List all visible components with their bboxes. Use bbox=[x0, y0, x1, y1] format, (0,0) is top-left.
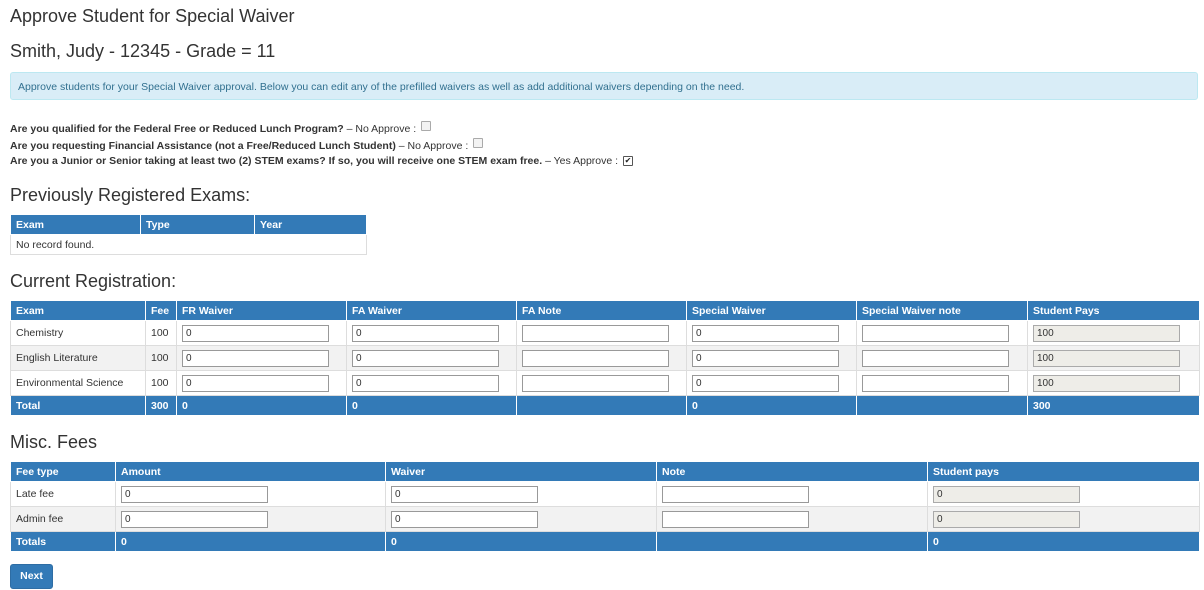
question-answer: – No Approve : bbox=[395, 140, 469, 152]
fa-note-input[interactable] bbox=[522, 325, 669, 342]
fee-type: Admin fee bbox=[11, 507, 116, 532]
total-row bbox=[11, 396, 1200, 416]
total-note bbox=[657, 532, 928, 552]
special-waiver-input[interactable] bbox=[692, 350, 839, 367]
special-waiver-input[interactable] bbox=[692, 375, 839, 392]
col-type: Type bbox=[141, 215, 255, 235]
fr-waiver-input[interactable] bbox=[182, 350, 329, 367]
total-fee: 300 bbox=[146, 396, 177, 416]
total-special-note bbox=[857, 396, 1028, 416]
question-answer: – No Approve : bbox=[343, 123, 417, 135]
total-waiver: 0 bbox=[386, 532, 657, 552]
question-stem bbox=[10, 155, 633, 167]
student-pays-field bbox=[933, 511, 1080, 528]
total-student-pays: 300 bbox=[1028, 396, 1200, 416]
student-info: Smith, Judy - 12345 - Grade = 11 bbox=[10, 41, 276, 61]
current-heading: Current Registration: bbox=[10, 271, 177, 291]
empty-message: No record found. bbox=[11, 235, 367, 255]
amount-input[interactable] bbox=[121, 486, 268, 503]
exam-fee: 100 bbox=[146, 371, 177, 396]
question-text: Are you qualified for the Federal Free or Reduced Lunch Program? bbox=[10, 123, 344, 135]
student-pays-field bbox=[1033, 375, 1180, 392]
table-header bbox=[11, 462, 1200, 482]
question-answer: – Yes Approve : bbox=[542, 155, 619, 167]
exam-name: Environmental Science bbox=[11, 371, 146, 396]
col-student-pays: Student pays bbox=[928, 462, 1200, 482]
total-fa-waiver: 0 bbox=[347, 396, 517, 416]
col-special-waiver-note: Special Waiver note bbox=[857, 301, 1028, 321]
waiver-input[interactable] bbox=[391, 511, 538, 528]
exam-fee: 100 bbox=[146, 346, 177, 371]
total-student-pays: 0 bbox=[928, 532, 1200, 552]
special-waiver-note-input[interactable] bbox=[862, 350, 1009, 367]
waiver-input[interactable] bbox=[391, 486, 538, 503]
note-input[interactable] bbox=[662, 486, 809, 503]
student-pays-field bbox=[1033, 350, 1180, 367]
approve-checkbox-frl[interactable] bbox=[421, 121, 431, 131]
current-table bbox=[10, 300, 1200, 416]
student-pays-field bbox=[933, 486, 1080, 503]
student-pays-field bbox=[1033, 325, 1180, 342]
exam-name: English Literature bbox=[11, 346, 146, 371]
special-waiver-input[interactable] bbox=[692, 325, 839, 342]
col-note: Note bbox=[657, 462, 928, 482]
approve-checkbox-stem[interactable]: ✔ bbox=[624, 156, 632, 165]
exam-fee: 100 bbox=[146, 321, 177, 346]
previous-heading: Previously Registered Exams: bbox=[10, 185, 251, 205]
total-amount: 0 bbox=[116, 532, 386, 552]
fa-note-input[interactable] bbox=[522, 375, 669, 392]
col-student-pays: Student Pays bbox=[1028, 301, 1200, 321]
col-waiver: Waiver bbox=[386, 462, 657, 482]
col-year: Year bbox=[255, 215, 367, 235]
approve-checkbox-fa[interactable] bbox=[473, 138, 483, 148]
question-frl bbox=[10, 121, 431, 135]
fr-waiver-input[interactable] bbox=[182, 325, 329, 342]
col-fa-note: FA Note bbox=[517, 301, 687, 321]
fa-waiver-input[interactable] bbox=[352, 375, 499, 392]
question-fa bbox=[10, 138, 483, 152]
col-exam: Exam bbox=[11, 215, 141, 235]
exam-name: Chemistry bbox=[11, 321, 146, 346]
info-alert: Approve students for your Special Waiver approval. Below you can edit any of the prefilled waivers as well as add additional waivers depending on the need. bbox=[10, 72, 1198, 100]
question-text: Are you a Junior or Senior taking at least two (2) STEM exams? If so, you will receive one STEM exam free. bbox=[10, 155, 543, 167]
amount-input[interactable] bbox=[121, 511, 268, 528]
fa-waiver-input[interactable] bbox=[352, 325, 499, 342]
table-row bbox=[11, 371, 1200, 396]
total-row bbox=[11, 532, 1200, 552]
fa-note-input[interactable] bbox=[522, 350, 669, 367]
fee-type: Late fee bbox=[11, 482, 116, 507]
table-row bbox=[11, 235, 367, 255]
table-row bbox=[11, 346, 1200, 371]
table-header bbox=[11, 301, 1200, 321]
note-input[interactable] bbox=[662, 511, 809, 528]
previous-table bbox=[10, 214, 367, 255]
col-special-waiver: Special Waiver bbox=[687, 301, 857, 321]
table-header bbox=[11, 215, 367, 235]
totals-label: Totals bbox=[11, 532, 116, 552]
page-title: Approve Student for Special Waiver bbox=[10, 6, 295, 26]
col-exam: Exam bbox=[11, 301, 146, 321]
fa-waiver-input[interactable] bbox=[352, 350, 499, 367]
question-text: Are you requesting Financial Assistance (not a Free/Reduced Lunch Student) bbox=[10, 140, 396, 152]
total-label: Total bbox=[11, 396, 146, 416]
col-fee-type: Fee type bbox=[11, 462, 116, 482]
total-special-waiver: 0 bbox=[687, 396, 857, 416]
total-fr-waiver: 0 bbox=[177, 396, 347, 416]
misc-heading: Misc. Fees bbox=[10, 432, 98, 452]
fr-waiver-input[interactable] bbox=[182, 375, 329, 392]
special-waiver-note-input[interactable] bbox=[862, 325, 1009, 342]
table-row bbox=[11, 482, 1200, 507]
special-waiver-note-input[interactable] bbox=[862, 375, 1009, 392]
col-fa-waiver: FA Waiver bbox=[347, 301, 517, 321]
table-row bbox=[11, 321, 1200, 346]
misc-table bbox=[10, 461, 1200, 552]
total-fa-note bbox=[517, 396, 687, 416]
next-button[interactable]: Next bbox=[10, 564, 53, 589]
table-row bbox=[11, 507, 1200, 532]
col-fee: Fee bbox=[146, 301, 177, 321]
col-amount: Amount bbox=[116, 462, 386, 482]
col-fr-waiver: FR Waiver bbox=[177, 301, 347, 321]
